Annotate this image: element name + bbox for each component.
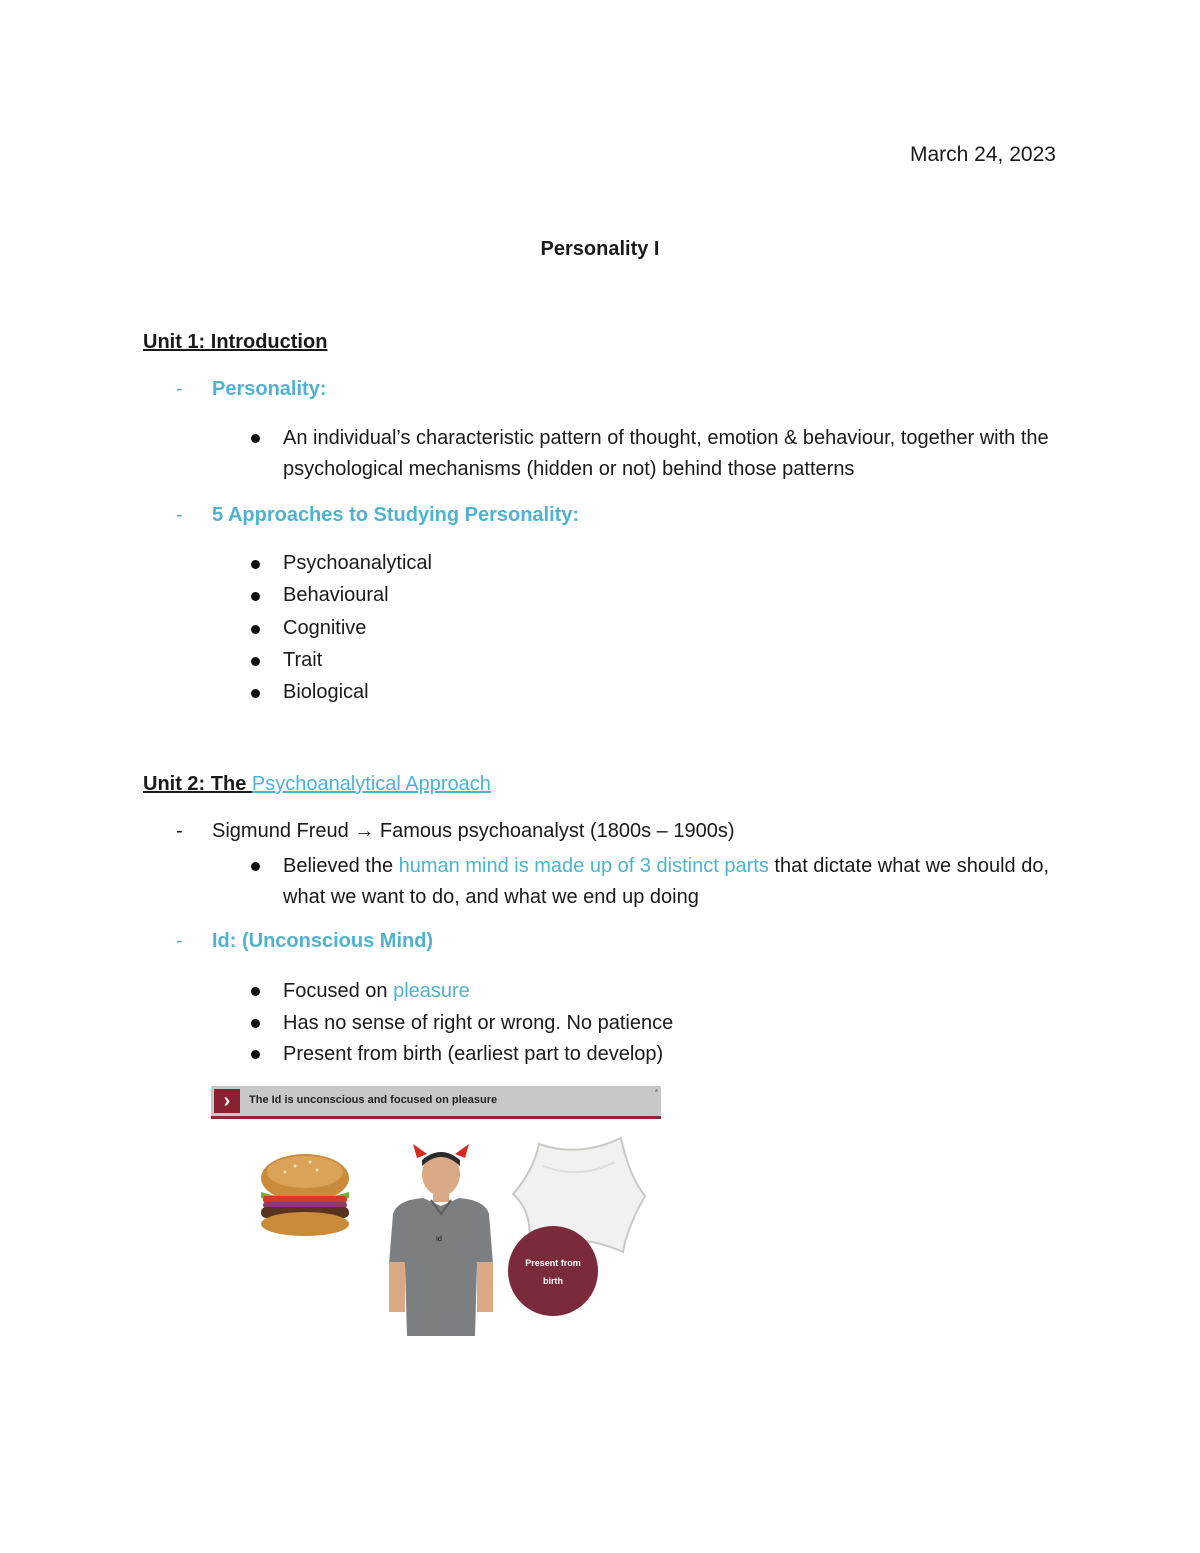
list-dash: - — [176, 930, 183, 952]
id-item-highlight: pleasure — [393, 980, 470, 1002]
section-label-id: Id: (Unconscious Mind) — [212, 930, 434, 952]
burger-icon — [255, 1150, 355, 1240]
id-item — [283, 976, 1063, 1007]
freud-belief-prefix: Believed the — [283, 855, 399, 877]
approach-item: Psychoanalytical — [283, 552, 432, 574]
document-date: March 24, 2023 — [910, 143, 1056, 166]
bullet-icon — [251, 862, 260, 871]
freud-desc: Famous psychoanalyst (1800s – 1900s) — [379, 820, 735, 842]
freud-belief — [283, 851, 1063, 913]
document-title: Personality I — [540, 238, 660, 260]
bullet-icon — [251, 1019, 260, 1028]
approach-item: Trait — [283, 649, 323, 671]
bullet-icon — [251, 560, 260, 569]
freud-belief-highlight: human mind is made up of 3 distinct parts — [398, 855, 769, 877]
slide-corner-mark: * — [654, 1088, 658, 1097]
bullet-icon — [251, 987, 260, 996]
unit2-heading-highlight: Psychoanalytical Approach — [251, 773, 491, 795]
bullet-icon — [251, 1050, 260, 1059]
list-dash: - — [176, 504, 183, 526]
list-dash: - — [176, 820, 183, 842]
unit1-heading: Unit 1: Introduction — [143, 331, 328, 353]
arrow-icon: → — [354, 820, 375, 842]
id-item-prefix: Focused on — [283, 980, 394, 1002]
present-from-birth-badge — [508, 1226, 598, 1316]
slide-header-bar — [211, 1086, 661, 1119]
section-label-approaches: 5 Approaches to Studying Personality: — [212, 504, 580, 526]
approach-item: Cognitive — [283, 617, 367, 639]
approach-item: Biological — [283, 681, 369, 703]
freud-belief-suffix: that dictate what we should do, what we want to do, and what we end up doing — [283, 855, 1050, 908]
bullet-icon — [251, 689, 260, 698]
badge-text: Present from birth — [525, 1258, 581, 1286]
freud-line — [212, 820, 735, 843]
freud-name: Sigmund Freud — [212, 820, 349, 842]
bullet-icon — [251, 434, 260, 443]
unit2-heading — [143, 773, 491, 796]
id-slide-image — [211, 1086, 661, 1346]
section-label-personality: Personality: — [212, 378, 327, 400]
approach-item: Behavioural — [283, 584, 389, 606]
bullet-icon — [251, 592, 260, 601]
chevron-right-icon: › — [214, 1089, 240, 1113]
personality-definition: An individual’s characteristic pattern of thought, emotion & behaviour, together with the psychological mechanisms (hidden or not) behind those patterns — [283, 427, 1049, 480]
list-dash: - — [176, 378, 183, 400]
slide-caption: The Id is unconscious and focused on pleasure — [249, 1094, 498, 1106]
id-item: Present from birth (earliest part to develop) — [283, 1043, 664, 1065]
person-id-label: Id — [436, 1236, 442, 1243]
unit2-heading-prefix: Unit 2: The — [143, 773, 252, 795]
id-item: Has no sense of right or wrong. No patience — [283, 1012, 674, 1034]
bullet-icon — [251, 625, 260, 634]
bullet-icon — [251, 657, 260, 666]
